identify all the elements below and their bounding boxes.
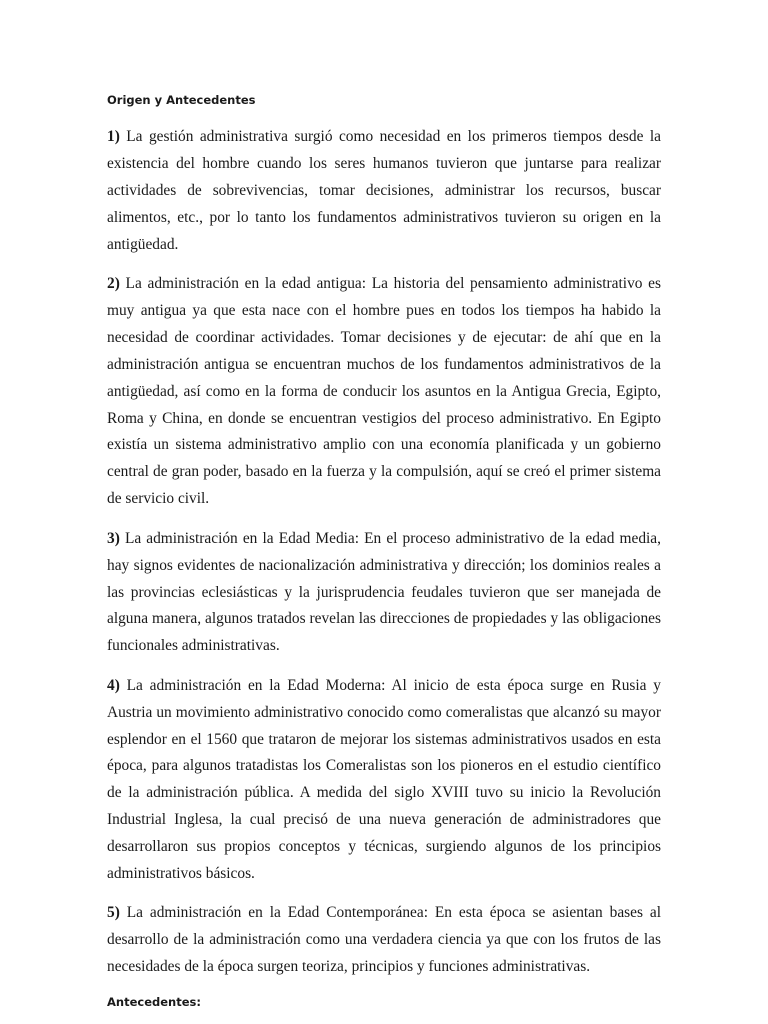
paragraph-number: 5) xyxy=(107,904,120,922)
section-heading-origen: Origen y Antecedentes xyxy=(107,93,256,107)
paragraph-2 xyxy=(107,271,661,513)
section-heading-antecedentes: Antecedentes: xyxy=(107,994,201,1009)
paragraph-1 xyxy=(107,124,661,259)
paragraph-3 xyxy=(107,526,661,661)
document-page xyxy=(107,92,661,1011)
paragraph-text: La administración en la Edad Contemporánea: En esta época se asientan bases al desarrollo de la administración como una verdadera ciencia ya que con los frutos de las necesidades de la época surgen teoriza, principios y funciones administrativas. xyxy=(107,904,661,976)
paragraph-text: La administración en la edad antigua: La historia del pensamiento administrativo es muy antigua ya que esta nace con el hombre pues en todos los tiempos ha habido la necesidad de coordinar actividades. Tomar decisiones y de ejecutar: de ahí que en la administración antigua se encuentran muchos de los fundamentos administrativos de la antigüedad, así como en la forma de conducir los asuntos en la Antigua Grecia, Egipto, Roma y China, en donde se encuentran vestigios del proceso administrativo. En Egipto existía un sistema administrativo amplio con una economía planificada y un gobierno central de gran poder, basado en la fuerza y la compulsión, aquí se creó el primer sistema de servicio civil. xyxy=(107,275,661,508)
paragraph-number: 1) xyxy=(107,128,120,145)
paragraph-text: La administración en la Edad Moderna: Al inicio de esta época surge en Rusia y Austria un movimiento administrativo conocido como comeralistas que alcanzó su mayor esplendor en el 1560 que trataron de mejorar los sistemas administrativos usados en esta época, para algunos tratadistas los Comeralistas son los pioneros en el estudio científico de la administración pública. A medida del siglo XVIII tuvo su inicio la Revolución Industrial Inglesa, la cual precisó de una nueva generación de administradores que desarrollaron sus propios conceptos y técnicas, surgiendo algunos de los principios administrativos básicos. xyxy=(107,676,661,883)
paragraph-number: 4) xyxy=(107,676,120,694)
paragraph-number: 3) xyxy=(107,529,120,547)
paragraph-5 xyxy=(107,900,661,981)
paragraph-text: La administración en la Edad Media: En el proceso administrativo de la edad media, hay signos evidentes de nacionalización administrativa y dirección; los dominios reales a las provincias eclesiásticas y la jurisprudencia feudales tuvieron que ser manejada de alguna manera, algunos tratados revelan las direcciones de propiedades y las obligaciones funcionales administrativas. xyxy=(107,529,661,655)
paragraph-text: La gestión administrativa surgió como necesidad en los primeros tiempos desde la existencia del hombre cuando los seres humanos tuvieron que juntarse para realizar actividades de sobrevivencias, tomar decisiones, administrar los recursos, buscar alimentos, etc., por lo tanto los fundamentos administrativos tuvieron su origen en la antigüedad. xyxy=(107,128,661,253)
paragraph-number: 2) xyxy=(107,275,120,293)
paragraph-4 xyxy=(107,673,661,888)
